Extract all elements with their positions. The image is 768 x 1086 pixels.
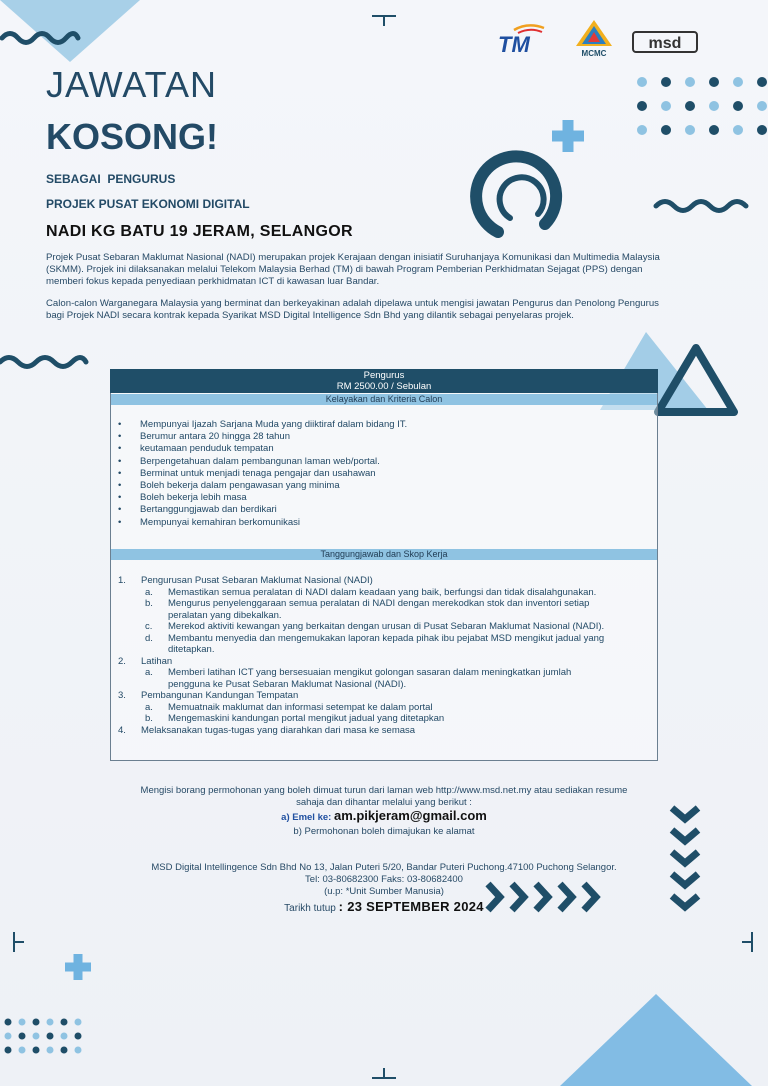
duty-title: Pengurusan Pusat Sebaran Maklumat Nasional (NADI)	[141, 575, 373, 586]
mail-option: b) Permohonan boleh dimajukan ke alamat	[293, 826, 475, 837]
instruction-line-2: sahaja dan dihantar melalui yang berikut :	[296, 797, 472, 808]
top-left-triangle	[0, 0, 140, 62]
deadline-line	[110, 901, 658, 915]
job-position: Pengurus	[363, 370, 405, 381]
requirements-header: Kelayakan dan Kriteria Calon	[111, 394, 657, 405]
crosshair-bottom	[372, 1068, 396, 1078]
duty-number: 1.	[118, 575, 126, 586]
crosshair-right	[742, 932, 752, 952]
dot-grid-top-right	[637, 77, 767, 135]
title-jawatan: JAWATAN	[46, 64, 217, 105]
chevrons-down	[672, 808, 698, 907]
duty-number: 4.	[118, 724, 126, 736]
duty-item	[118, 725, 648, 737]
wave-left	[0, 358, 86, 367]
list-item: • Bertanggungjawab dan berdikari	[118, 504, 638, 516]
intro-paragraph-2: Calon-calon Warganegara Malaysia yang berminat dan berkeyakinan adalah dipelawa untuk mengisi jawatan Pengurus dan Penolong Pengurus bagi Projek NADI secara kontrak kepada Syarikat MSD Digital Intelligence Sdn Bhd yang dilantik sebagai penyelaras projek.	[46, 298, 659, 321]
email-link[interactable]: am.pikjeram@gmail.com	[333, 808, 487, 823]
list-item: • Mempunyai kemahiran berkomunikasi	[118, 517, 638, 529]
duty-letter: d.	[145, 632, 153, 644]
duty-subitem	[118, 633, 648, 645]
svg-text:MCMC: MCMC	[581, 49, 607, 58]
duty-subitem	[118, 587, 648, 599]
bottom-right-triangle	[560, 994, 752, 1086]
subtitle-position: SEBAGAI PENGURUS	[46, 172, 176, 186]
duty-subitem-cont	[118, 610, 648, 622]
duty-subitem	[118, 621, 648, 633]
deadline-label: Tarikh tutup	[284, 903, 339, 914]
duty-subitem-cont	[118, 644, 648, 656]
duty-text: ditetapkan.	[168, 644, 215, 655]
application-instructions	[110, 785, 658, 809]
subtitle-project: PROJEK PUSAT EKONOMI DIGITAL	[46, 197, 250, 211]
list-item: • Berpengetahuan dalam pembangunan laman web/portal.	[118, 456, 638, 468]
duty-title: Pembangunan Kandungan Tempatan	[141, 690, 299, 701]
duty-text: Mengurus penyelenggaraan semua peralatan di NADI dengan merekodkan stok dan inventori setiap	[168, 598, 590, 609]
dot-grid-bottom-left	[5, 1019, 82, 1054]
address-block	[110, 862, 658, 898]
plus-bottom-left	[65, 954, 91, 980]
title-kosong: KOSONG!	[46, 116, 219, 157]
duties-header: Tanggungjawab dan Skop Kerja	[111, 549, 657, 560]
msd-logo	[632, 30, 698, 54]
address-line: MSD Digital Intellingence Sdn Bhd No 13, Jalan Puteri 5/20, Bandar Puteri Puchong.47100 Puchong Selangor.	[151, 862, 617, 873]
job-salary: RM 2500.00 / Sebulan	[336, 381, 432, 392]
crosshair-top	[372, 16, 396, 26]
duty-subitem	[118, 598, 648, 610]
duty-subitem-cont	[118, 679, 648, 691]
duty-subitem	[118, 713, 648, 725]
crosshair-left	[14, 932, 24, 952]
duty-title: Melaksanakan tugas-tugas yang diarahkan dari masa ke semasa	[141, 724, 416, 736]
requirements-list	[118, 419, 638, 529]
duty-text: Mengemaskini kandungan portal mengikut jadual yang ditetapkan	[168, 713, 445, 724]
duty-subitem	[118, 667, 648, 679]
duty-text: pengguna ke Pusat Sebaran Maklumat Nasional (NADI).	[168, 678, 407, 690]
ring-arc-inner	[500, 177, 544, 218]
location-title: NADI KG BATU 19 JERAM, SELANGOR	[46, 223, 353, 240]
duty-item	[118, 575, 648, 587]
tm-logo	[496, 24, 558, 56]
duty-item	[118, 690, 648, 702]
duty-text: peralatan yang dibekalkan.	[168, 609, 282, 621]
duty-number: 3.	[118, 690, 126, 701]
duty-letter: a.	[145, 701, 153, 713]
duty-letter: a.	[145, 586, 153, 598]
duties-list	[118, 575, 648, 736]
svg-text:TM: TM	[498, 32, 530, 56]
email-label: a) Emel ke:	[281, 812, 334, 823]
plus-top	[552, 120, 584, 152]
mcmc-logo	[568, 18, 620, 58]
list-item: • Mempunyai Ijazah Sarjana Muda yang diiktiraf dalam bidang IT.	[118, 419, 638, 431]
intro-paragraph-1: Projek Pusat Sebaran Maklumat Nasional (NADI) merupakan projek Kerajaan dengan inisiatif Suruhanjaya Komunikasi dan Multimedia Malaysia (SKMM). Projek ini dilaksanakan melalui Telekom Malaysia Berhad (TM) di bawah Program Pemberian Perkhidmatan Sejagat (PPS) dengan memberi fokus kepada penyediaan perkhidmatan ICT di kawasan luar Bandar.	[46, 252, 660, 287]
duty-text: Memastikan semua peralatan di NADI dalam keadaan yang baik, berfungsi dan tidak disalahgunakan.	[168, 586, 597, 598]
duty-number: 2.	[118, 655, 126, 667]
list-item: • Berumur antara 20 hingga 28 tahun	[118, 431, 638, 443]
list-item: • Boleh bekerja dalam pengawasan yang minima	[118, 480, 638, 492]
duty-title: Latihan	[141, 655, 173, 667]
list-item: • Boleh bekerja lebih masa	[118, 492, 638, 504]
svg-text:msd: msd	[648, 35, 682, 52]
duty-text: Memuatnaik maklumat dan informasi setempat ke dalam portal	[168, 701, 433, 713]
duty-text: Membantu menyedia dan mengemukakan laporan kepada pihak ibu pejabat MSD mengikut jadual yang	[168, 632, 605, 644]
wave-right	[656, 202, 746, 211]
job-header	[110, 369, 658, 393]
duty-text: Memberi latihan ICT yang bersesuaian mengikut golongan sasaran dalam meningkatkan jumlah	[168, 667, 572, 678]
instruction-line-1: Mengisi borang permohonan yang boleh dimuat turun dari laman web http://www.msd.net.my atau sediakan resume	[140, 785, 628, 796]
duty-item	[118, 656, 648, 668]
duty-letter: c.	[145, 621, 153, 632]
list-item: • keutamaan penduduk tempatan	[118, 443, 638, 455]
duty-subitem	[118, 702, 648, 714]
list-item: • Berminat untuk menjadi tenaga pengajar dan usahawan	[118, 468, 638, 480]
duty-text: Merekod aktiviti kewangan yang berkaitan dengan urusan di Pusat Sebaran Maklumat Nasional (NADI).	[168, 621, 605, 632]
attention-line: (u.p: *Unit Sumber Manusia)	[324, 886, 444, 897]
email-line	[110, 810, 658, 824]
phone-line: Tel: 03-80682300 Faks: 03-80682400	[305, 874, 463, 885]
deadline-date: : 23 SEPTEMBER 2024	[338, 899, 484, 914]
duty-letter: b.	[145, 713, 153, 724]
duty-letter: a.	[145, 667, 153, 678]
duty-letter: b.	[145, 598, 153, 609]
